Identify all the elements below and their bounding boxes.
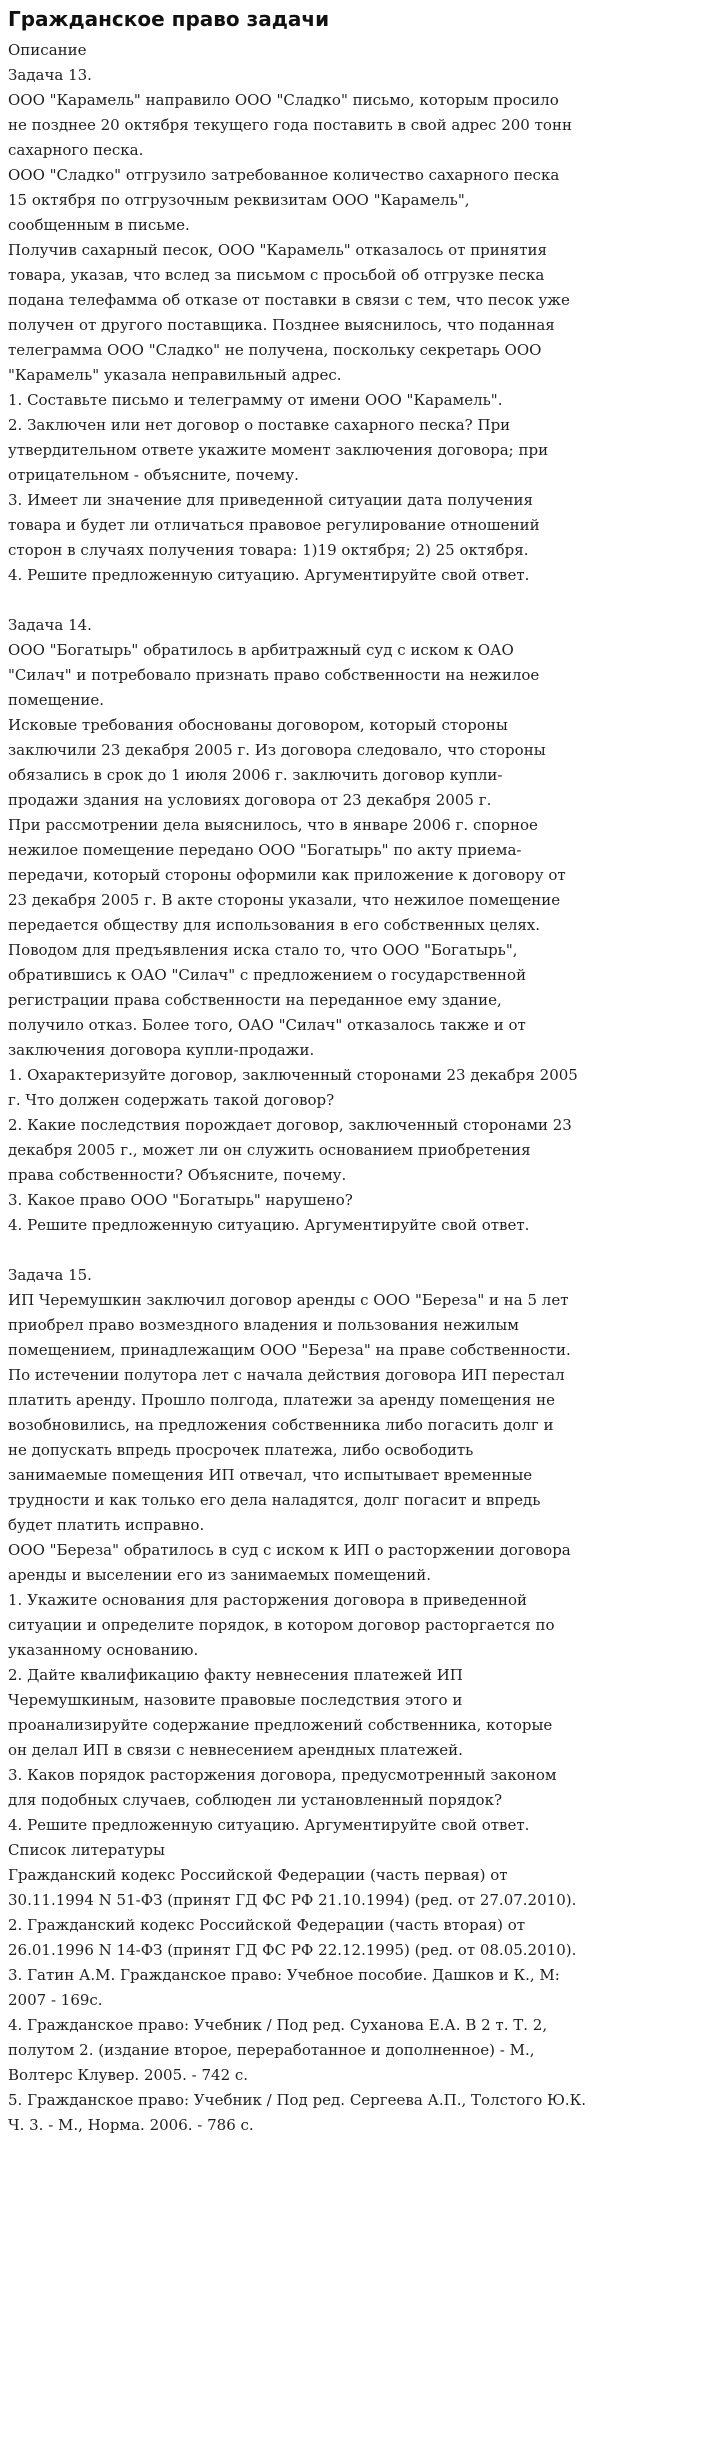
text-line: передачи, который стороны оформили как приложение к договору от [8,866,566,884]
text-line: утвердительном ответе укажите момент заключения договора; при [8,441,549,459]
task-13 [8,63,693,588]
text-line: заключили 23 декабря 2005 г. Из договора следовало, что стороны [8,741,546,759]
text-line: 4. Решите предложенную ситуацию. Аргументируйте свой ответ. [8,1216,530,1234]
text-line: передается обществу для использования в его собственных целях. [8,916,541,934]
text-line: сообщенным в письме. [8,216,190,234]
text-line: отрицательном - объясните, почему. [8,466,299,484]
text-line: подана телефамма об отказе от поставки в связи с тем, что песок уже [8,291,570,309]
task-heading: Задача 15. [8,1266,92,1284]
task-15 [8,1263,693,1838]
text-line: помещение. [8,691,105,709]
reference-line: 26.01.1996 N 14-ФЗ (принят ГД ФС РФ 22.12.1995) (ред. от 08.05.2010). [8,1941,577,1959]
text-line: он делал ИП в связи с невнесением арендных платежей. [8,1741,463,1759]
task-14 [8,613,693,1238]
reference-line: Волтерс Клувер. 2005. - 742 с. [8,2066,249,2084]
text-line: 1. Составьте письмо и телеграмму от имени ООО "Карамель". [8,391,503,409]
text-line: регистрации права собственности на переданное ему здание, [8,991,502,1009]
text-line: При рассмотрении дела выяснилось, что в январе 2006 г. спорное [8,816,538,834]
text-line: 1. Охарактеризуйте договор, заключенный сторонами 23 декабря 2005 [8,1066,578,1084]
references-heading: Список литературы [8,1841,165,1859]
text-line: Поводом для предъявления иска стало то, что ООО "Богатырь", [8,941,518,959]
reference-line: 4. Гражданское право: Учебник / Под ред. Суханова Е.А. В 2 т. Т. 2, [8,2016,548,2034]
page-title: Гражданское право задачи [8,7,330,31]
text-line: Исковые требования обоснованы договором, который стороны [8,716,508,734]
task-body [8,1288,693,1838]
text-line: будет платить исправно. [8,1516,205,1534]
text-line: 3. Каков порядок расторжения договора, предусмотренный законом [8,1766,557,1784]
text-line: проанализируйте содержание предложений собственника, которые [8,1716,553,1734]
task-heading: Задача 13. [8,66,92,84]
text-line: продажи здания на условиях договора от 23 декабря 2005 г. [8,791,492,809]
text-line: занимаемые помещения ИП отвечал, что испытывает временные [8,1466,533,1484]
text-line: права собственности? Объясните, почему. [8,1166,347,1184]
text-line: г. Что должен содержать такой договор? [8,1091,335,1109]
references [8,1838,693,2138]
text-line: ООО "Сладко" отгрузило затребованное количество сахарного песка [8,166,560,184]
text-line: помещением, принадлежащим ООО "Береза" на праве собственности. [8,1341,571,1359]
reference-line: Ч. 3. - М., Норма. 2006. - 786 с. [8,2116,254,2134]
text-line: возобновились, на предложения собственника либо погасить долг и [8,1416,554,1434]
text-line: нежилое помещение передано ООО "Богатырь" по акту приема- [8,841,522,859]
text-line: приобрел право возмездного владения и пользования нежилым [8,1316,519,1334]
text-line: товара, указав, что вслед за письмом с просьбой об отгрузке песка [8,266,545,284]
text-line: ситуации и определите порядок, в котором договор расторгается по [8,1616,555,1634]
text-line: указанному основанию. [8,1641,199,1659]
text-line: платить аренду. Прошло полгода, платежи за аренду помещения не [8,1391,556,1409]
text-line: обратившись к ОАО "Силач" с предложением о государственной [8,966,527,984]
text-line: не позднее 20 октября текущего года поставить в свой адрес 200 тонн [8,116,572,134]
reference-line: 30.11.1994 N 51-ФЗ (принят ГД ФС РФ 21.10.1994) (ред. от 27.07.2010). [8,1891,577,1909]
text-line: заключения договора купли-продажи. [8,1041,315,1059]
text-line: Черемушкиным, назовите правовые последствия этого и [8,1691,463,1709]
reference-line: 2. Гражданский кодекс Российской Федерации (часть вторая) от [8,1916,526,1934]
reference-line: Гражданский кодекс Российской Федерации (часть первая) от [8,1866,508,1884]
paragraph-gap [8,588,693,613]
text-line: товара и будет ли отличаться правовое регулирование отношений [8,516,540,534]
reference-line: 5. Гражданское право: Учебник / Под ред. Сергеева А.П., Толстого Ю.К. [8,2091,587,2109]
text-line: "Силач" и потребовало признать право собственности на нежилое [8,666,540,684]
description-label: Описание [8,41,87,59]
references-list [8,1863,693,2138]
text-line: 23 декабря 2005 г. В акте стороны указали, что нежилое помещение [8,891,561,909]
reference-line: 2007 - 169с. [8,1991,103,2009]
task-body [8,88,693,588]
text-line: 1. Укажите основания для расторжения договора в приведенной [8,1591,528,1609]
text-line: 4. Решите предложенную ситуацию. Аргументируйте свой ответ. [8,1816,530,1834]
text-line: ИП Черемушкин заключил договор аренды с ООО "Береза" и на 5 лет [8,1291,569,1309]
text-line: "Карамель" указала неправильный адрес. [8,366,342,384]
text-line: 3. Какое право ООО "Богатырь" нарушено? [8,1191,353,1209]
paragraph-gap [8,1238,693,1263]
text-line: 2. Дайте квалификацию факту невнесения платежей ИП [8,1666,463,1684]
text-line: сторон в случаях получения товара: 1)19 октября; 2) 25 октября. [8,541,529,559]
text-line: 15 октября по отгрузочным реквизитам ООО "Карамель", [8,191,470,209]
reference-line: 3. Гатин А.М. Гражданское право: Учебное пособие. Дашков и К., М: [8,1966,560,1984]
text-line: телеграмма ООО "Сладко" не получена, поскольку секретарь ООО [8,341,542,359]
text-line: декабря 2005 г., может ли он служить основанием приобретения [8,1141,531,1159]
text-line: трудности и как только его дела наладятся, долг погасит и впредь [8,1491,541,1509]
text-line: обязались в срок до 1 июля 2006 г. заключить договор купли- [8,766,503,784]
task-body [8,638,693,1238]
text-line: для подобных случаев, соблюден ли установленный порядок? [8,1791,503,1809]
text-line: ООО "Карамель" направило ООО "Сладко" письмо, которым просило [8,91,559,109]
text-line: ООО "Богатырь" обратилось в арбитражный суд с иском к ОАО [8,641,514,659]
text-line: 2. Заключен или нет договор о поставке сахарного песка? При [8,416,511,434]
text-line: не допускать впредь просрочек платежа, либо освободить [8,1441,474,1459]
text-line: аренды и выселении его из занимаемых помещений. [8,1566,432,1584]
text-line: получен от другого поставщика. Позднее выяснилось, что поданная [8,316,555,334]
task-heading: Задача 14. [8,616,92,634]
text-line: получило отказ. Более того, ОАО "Силач" отказалось также и от [8,1016,526,1034]
reference-line: полутом 2. (издание второе, переработанное и дополненное) - М., [8,2041,535,2059]
text-line: ООО "Береза" обратилось в суд с иском к ИП о расторжении договора [8,1541,571,1559]
text-line: Получив сахарный песок, ООО "Карамель" отказалось от принятия [8,241,548,259]
text-line: 3. Имеет ли значение для приведенной ситуации дата получения [8,491,534,509]
text-line: 2. Какие последствия порождает договор, заключенный сторонами 23 [8,1116,572,1134]
text-line: По истечении полутора лет с начала действия договора ИП перестал [8,1366,565,1384]
text-line: сахарного песка. [8,141,144,159]
text-line: 4. Решите предложенную ситуацию. Аргументируйте свой ответ. [8,566,530,584]
